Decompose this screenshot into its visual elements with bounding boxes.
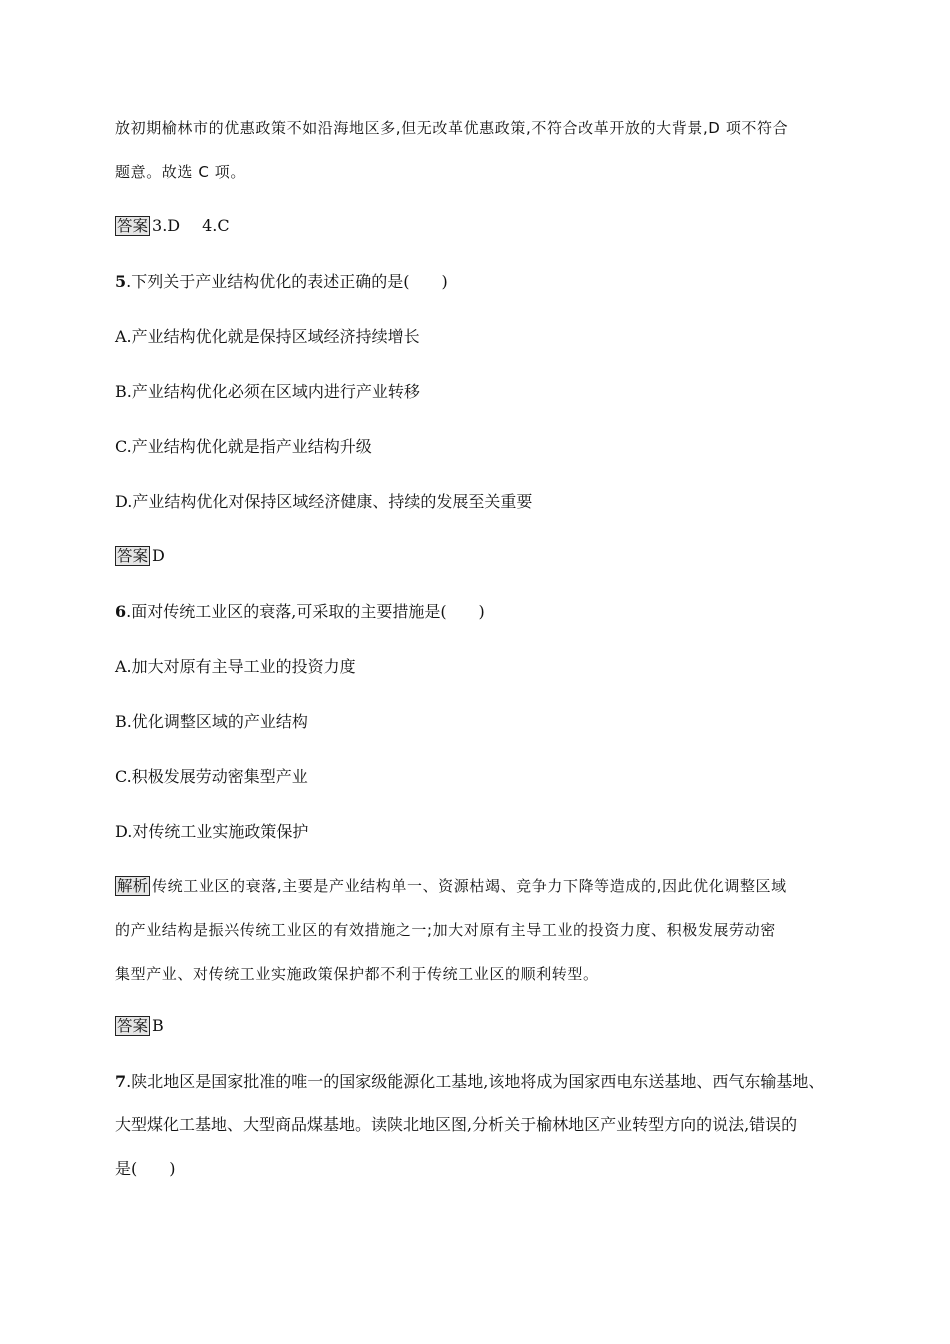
analysis-text-line: 集型产业、对传统工业实施政策保护都不利于传统工业区的顺利转型。	[115, 965, 599, 983]
question-text: .面对传统工业区的衰落,可采取的主要措施是( )	[126, 602, 485, 621]
question-text-line: 大型煤化工基地、大型商品煤基地。读陕北地区图,分析关于榆林地区产业转型方向的说法,错误的	[115, 1115, 798, 1134]
option-b: B.产业结构优化必须在区域内进行产业转移	[115, 382, 420, 401]
answer-row	[115, 216, 230, 236]
analysis-text-line: 传统工业区的衰落,主要是产业结构单一、资源枯竭、竞争力下降等造成的,因此优化调整区域	[152, 877, 787, 895]
option-c: C.产业结构优化就是指产业结构升级	[115, 437, 372, 456]
answer-value: 4.C	[202, 216, 230, 235]
answer-tag: 答案	[117, 1017, 149, 1035]
answer-tag: 答案	[117, 217, 149, 235]
analysis-tag: 解析	[117, 877, 149, 895]
question-stem	[115, 602, 485, 622]
option-d: D.对传统工业实施政策保护	[115, 822, 309, 841]
option-c: C.积极发展劳动密集型产业	[115, 767, 308, 786]
answer-row	[115, 546, 165, 566]
answer-value: B	[152, 1016, 164, 1035]
analysis-row	[115, 876, 787, 896]
question-text: .下列关于产业结构优化的表述正确的是( )	[126, 272, 448, 291]
question-stem	[115, 272, 448, 292]
answer-row	[115, 1016, 164, 1036]
question-text-line: 是( )	[115, 1159, 176, 1178]
question-text: .陕北地区是国家批准的唯一的国家级能源化工基地,该地将成为国家西电东送基地、西气东输基地、	[126, 1072, 825, 1091]
analysis-text-line: 的产业结构是振兴传统工业区的有效措施之一;加大对原有主导工业的投资力度、积极发展劳动密	[115, 921, 776, 939]
question-number: 7	[115, 1072, 127, 1091]
question-number: 6	[115, 602, 127, 621]
option-a: A.产业结构优化就是保持区域经济持续增长	[115, 327, 420, 346]
option-a: A.加大对原有主导工业的投资力度	[115, 657, 356, 676]
option-d: D.产业结构优化对保持区域经济健康、持续的发展至关重要	[115, 492, 533, 511]
answer-tag: 答案	[117, 547, 149, 565]
analysis-text-line: 放初期榆林市的优惠政策不如沿海地区多,但无改革优惠政策,不符合改革开放的大背景,D 项不符合	[115, 119, 789, 137]
question-number: 5	[115, 272, 127, 291]
answer-value: 3.D	[152, 216, 181, 235]
analysis-text-line: 题意。故选 C 项。	[115, 163, 247, 181]
answer-value: D	[152, 546, 165, 565]
option-b: B.优化调整区域的产业结构	[115, 712, 308, 731]
question-stem	[115, 1072, 824, 1092]
